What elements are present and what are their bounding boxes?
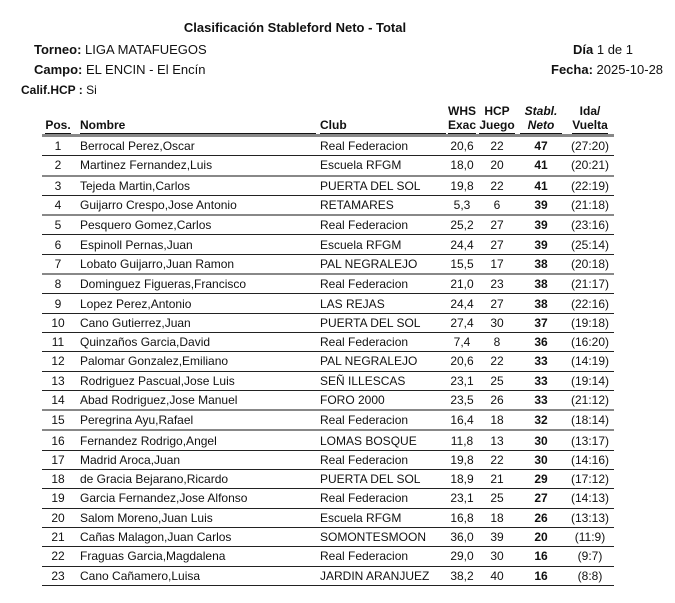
cell-club: Real Federacion — [316, 136, 446, 156]
cell-whs: 25,2 — [446, 215, 478, 235]
table-row — [42, 195, 614, 215]
cell-stabl-neto: 33 — [516, 390, 566, 410]
cell-ida-vuelta: (21:18) — [566, 195, 614, 215]
cell-pos: 6 — [42, 235, 74, 254]
cell-nombre: Abad Rodriguez,Jose Manuel — [74, 390, 316, 410]
table-row — [42, 294, 614, 313]
col-stabl: Stabl. Neto — [516, 104, 566, 136]
cell-whs: 16,8 — [446, 508, 478, 527]
fecha-label: Fecha: — [551, 62, 593, 77]
cell-club: Real Federacion — [316, 450, 446, 469]
cell-pos: 12 — [42, 352, 74, 371]
cell-pos: 15 — [42, 410, 74, 430]
cell-ida-vuelta: (20:21) — [566, 156, 614, 176]
cell-ida-vuelta: (17:12) — [566, 470, 614, 489]
cell-nombre: Quinzaños Garcia,David — [74, 332, 316, 351]
cell-ida-vuelta: (8:8) — [566, 566, 614, 585]
cell-pos: 14 — [42, 390, 74, 410]
cell-club: PUERTA DEL SOL — [316, 176, 446, 196]
cell-stabl-neto: 16 — [516, 566, 566, 585]
col-whs: WHS Exac — [447, 104, 477, 132]
cell-stabl-neto: 41 — [516, 176, 566, 196]
table-row — [42, 390, 614, 410]
cell-pos: 21 — [42, 527, 74, 546]
report-title: Clasificación Stableford Neto - Total — [183, 20, 407, 35]
cell-club: Escuela RFGM — [316, 508, 446, 527]
results-table — [42, 104, 614, 586]
cell-whs: 20,6 — [446, 352, 478, 371]
cell-stabl-neto: 30 — [516, 430, 566, 450]
cell-whs: 24,4 — [446, 294, 478, 313]
cell-whs: 15,5 — [446, 254, 478, 274]
cell-nombre: Rodriguez Pascual,Jose Luis — [74, 371, 316, 390]
cell-whs: 24,4 — [446, 235, 478, 254]
cell-ida-vuelta: (19:18) — [566, 313, 614, 332]
table-row — [42, 527, 614, 546]
table-row — [42, 508, 614, 527]
cell-hcp: 27 — [478, 215, 516, 235]
cell-whs: 23,5 — [446, 390, 478, 410]
table-row — [42, 313, 614, 332]
cell-club: JARDIN ARANJUEZ — [316, 566, 446, 585]
cell-hcp: 18 — [478, 508, 516, 527]
cell-club: PUERTA DEL SOL — [316, 313, 446, 332]
cell-whs: 36,0 — [446, 527, 478, 546]
cell-stabl-neto: 32 — [516, 410, 566, 430]
table-row — [42, 136, 614, 156]
cell-club: Escuela RFGM — [316, 235, 446, 254]
cell-stabl-neto: 27 — [516, 489, 566, 508]
table-row — [42, 215, 614, 235]
cell-whs: 29,0 — [446, 547, 478, 566]
cell-club: Real Federacion — [316, 332, 446, 351]
cell-whs: 20,6 — [446, 136, 478, 156]
cell-club: SEÑ ILLESCAS — [316, 371, 446, 390]
cell-pos: 18 — [42, 470, 74, 489]
cell-whs: 5,3 — [446, 195, 478, 215]
cell-ida-vuelta: (20:18) — [566, 254, 614, 274]
cell-stabl-neto: 36 — [516, 332, 566, 351]
cell-pos: 8 — [42, 274, 74, 294]
cell-nombre: de Gracia Bejarano,Ricardo — [74, 470, 316, 489]
cell-nombre: Cano Gutierrez,Juan — [74, 313, 316, 332]
table-row — [42, 156, 614, 176]
cell-ida-vuelta: (21:17) — [566, 274, 614, 294]
cell-club: Real Federacion — [316, 274, 446, 294]
cell-club: Real Federacion — [316, 547, 446, 566]
cell-club: FORO 2000 — [316, 390, 446, 410]
cell-whs: 23,1 — [446, 371, 478, 390]
cell-pos: 2 — [42, 156, 74, 176]
col-pos: Pos. — [45, 118, 71, 132]
cell-hcp: 22 — [478, 136, 516, 156]
cell-ida-vuelta: (11:9) — [566, 527, 614, 546]
cell-stabl-neto: 38 — [516, 254, 566, 274]
table-row — [42, 371, 614, 390]
cell-pos: 13 — [42, 371, 74, 390]
col-club: Club — [316, 104, 446, 136]
cell-whs: 21,0 — [446, 274, 478, 294]
table-row — [42, 410, 614, 430]
cell-pos: 19 — [42, 489, 74, 508]
table-row — [42, 274, 614, 294]
cell-stabl-neto: 39 — [516, 235, 566, 254]
cell-whs: 18,9 — [446, 470, 478, 489]
torneo-value: LIGA MATAFUEGOS — [85, 42, 207, 57]
cell-whs: 18,0 — [446, 156, 478, 176]
cell-hcp: 23 — [478, 274, 516, 294]
cell-club: PUERTA DEL SOL — [316, 470, 446, 489]
cell-pos: 17 — [42, 450, 74, 469]
col-hcp: HCP Juego — [479, 104, 515, 132]
col-ida-vuelta: Ida/ Vuelta — [572, 104, 608, 132]
cell-pos: 5 — [42, 215, 74, 235]
cell-ida-vuelta: (27:20) — [566, 136, 614, 156]
table-row — [42, 566, 614, 585]
calif-label: Calif.HCP : — [21, 83, 83, 97]
cell-stabl-neto: 26 — [516, 508, 566, 527]
cell-ida-vuelta: (13:13) — [566, 508, 614, 527]
cell-hcp: 6 — [478, 195, 516, 215]
cell-ida-vuelta: (9:7) — [566, 547, 614, 566]
cell-nombre: Guijarro Crespo,Jose Antonio — [74, 195, 316, 215]
table-header-row — [42, 104, 614, 136]
cell-club: SOMONTESMOON — [316, 527, 446, 546]
cell-nombre: Tejeda Martin,Carlos — [74, 176, 316, 196]
cell-hcp: 20 — [478, 156, 516, 176]
fecha-value: 2025-10-28 — [596, 62, 664, 77]
cell-nombre: Fraguas Garcia,Magdalena — [74, 547, 316, 566]
cell-hcp: 22 — [478, 450, 516, 469]
cell-ida-vuelta: (14:13) — [566, 489, 614, 508]
cell-hcp: 27 — [478, 294, 516, 313]
cell-ida-vuelta: (23:16) — [566, 215, 614, 235]
table-row — [42, 430, 614, 450]
cell-pos: 3 — [42, 176, 74, 196]
campo-label: Campo: — [34, 62, 83, 77]
cell-stabl-neto: 38 — [516, 274, 566, 294]
cell-hcp: 21 — [478, 470, 516, 489]
table-row — [42, 450, 614, 469]
cell-ida-vuelta: (14:19) — [566, 352, 614, 371]
cell-hcp: 17 — [478, 254, 516, 274]
cell-club: Real Federacion — [316, 215, 446, 235]
table-row — [42, 254, 614, 274]
table-row — [42, 332, 614, 351]
cell-stabl-neto: 33 — [516, 352, 566, 371]
cell-nombre: Martinez Fernandez,Luis — [74, 156, 316, 176]
cell-whs: 23,1 — [446, 489, 478, 508]
dia-line — [573, 42, 633, 57]
cell-hcp: 22 — [478, 352, 516, 371]
cell-nombre: Peregrina Ayu,Rafael — [74, 410, 316, 430]
calif-value: Si — [86, 83, 97, 97]
cell-nombre: Palomar Gonzalez,Emiliano — [74, 352, 316, 371]
cell-stabl-neto: 37 — [516, 313, 566, 332]
calif-line — [21, 83, 97, 97]
cell-nombre: Berrocal Perez,Oscar — [74, 136, 316, 156]
cell-club: PAL NEGRALEJO — [316, 254, 446, 274]
cell-club: Real Federacion — [316, 410, 446, 430]
cell-pos: 1 — [42, 136, 74, 156]
cell-club: Escuela RFGM — [316, 156, 446, 176]
table-row — [42, 489, 614, 508]
cell-ida-vuelta: (13:17) — [566, 430, 614, 450]
table-row — [42, 176, 614, 196]
cell-hcp: 39 — [478, 527, 516, 546]
dia-label: Día — [573, 42, 594, 57]
cell-stabl-neto: 38 — [516, 294, 566, 313]
table-row — [42, 547, 614, 566]
cell-pos: 20 — [42, 508, 74, 527]
cell-pos: 10 — [42, 313, 74, 332]
campo-value: EL ENCIN - El Encín — [86, 62, 206, 77]
cell-pos: 7 — [42, 254, 74, 274]
cell-club: Real Federacion — [316, 489, 446, 508]
cell-pos: 4 — [42, 195, 74, 215]
torneo-label: Torneo: — [34, 42, 82, 57]
cell-hcp: 26 — [478, 390, 516, 410]
cell-pos: 9 — [42, 294, 74, 313]
cell-ida-vuelta: (19:14) — [566, 371, 614, 390]
cell-club: LAS REJAS — [316, 294, 446, 313]
cell-stabl-neto: 33 — [516, 371, 566, 390]
cell-stabl-neto: 41 — [516, 156, 566, 176]
cell-stabl-neto: 47 — [516, 136, 566, 156]
cell-pos: 16 — [42, 430, 74, 450]
cell-club: LOMAS BOSQUE — [316, 430, 446, 450]
cell-ida-vuelta: (22:16) — [566, 294, 614, 313]
fecha-line — [551, 62, 663, 77]
cell-hcp: 13 — [478, 430, 516, 450]
cell-stabl-neto: 39 — [516, 215, 566, 235]
cell-nombre: Espinoll Pernas,Juan — [74, 235, 316, 254]
cell-stabl-neto: 39 — [516, 195, 566, 215]
cell-whs: 11,8 — [446, 430, 478, 450]
cell-ida-vuelta: (25:14) — [566, 235, 614, 254]
cell-nombre: Salom Moreno,Juan Luis — [74, 508, 316, 527]
table-row — [42, 470, 614, 489]
table-row — [42, 352, 614, 371]
campo-line — [34, 62, 205, 77]
cell-hcp: 30 — [478, 547, 516, 566]
cell-hcp: 30 — [478, 313, 516, 332]
cell-nombre: Garcia Fernandez,Jose Alfonso — [74, 489, 316, 508]
cell-nombre: Cañas Malagon,Juan Carlos — [74, 527, 316, 546]
cell-hcp: 25 — [478, 371, 516, 390]
cell-hcp: 18 — [478, 410, 516, 430]
cell-nombre: Dominguez Figueras,Francisco — [74, 274, 316, 294]
cell-nombre: Pesquero Gomez,Carlos — [74, 215, 316, 235]
cell-club: PAL NEGRALEJO — [316, 352, 446, 371]
cell-nombre: Madrid Aroca,Juan — [74, 450, 316, 469]
cell-hcp: 27 — [478, 235, 516, 254]
cell-pos: 11 — [42, 332, 74, 351]
cell-ida-vuelta: (22:19) — [566, 176, 614, 196]
cell-hcp: 40 — [478, 566, 516, 585]
cell-ida-vuelta: (18:14) — [566, 410, 614, 430]
table-row — [42, 235, 614, 254]
cell-stabl-neto: 20 — [516, 527, 566, 546]
cell-pos: 23 — [42, 566, 74, 585]
cell-hcp: 8 — [478, 332, 516, 351]
col-nombre: Nombre — [74, 104, 316, 136]
cell-whs: 38,2 — [446, 566, 478, 585]
cell-pos: 22 — [42, 547, 74, 566]
torneo-line — [34, 42, 207, 57]
cell-whs: 7,4 — [446, 332, 478, 351]
cell-nombre: Fernandez Rodrigo,Angel — [74, 430, 316, 450]
cell-ida-vuelta: (14:16) — [566, 450, 614, 469]
cell-stabl-neto: 30 — [516, 450, 566, 469]
cell-club: RETAMARES — [316, 195, 446, 215]
cell-nombre: Cano Cañamero,Luisa — [74, 566, 316, 585]
cell-whs: 19,8 — [446, 176, 478, 196]
cell-stabl-neto: 16 — [516, 547, 566, 566]
cell-nombre: Lobato Guijarro,Juan Ramon — [74, 254, 316, 274]
cell-whs: 27,4 — [446, 313, 478, 332]
cell-hcp: 22 — [478, 176, 516, 196]
cell-whs: 16,4 — [446, 410, 478, 430]
dia-value: 1 de 1 — [596, 42, 634, 57]
cell-stabl-neto: 29 — [516, 470, 566, 489]
cell-whs: 19,8 — [446, 450, 478, 469]
cell-ida-vuelta: (16:20) — [566, 332, 614, 351]
cell-ida-vuelta: (21:12) — [566, 390, 614, 410]
cell-hcp: 25 — [478, 489, 516, 508]
cell-nombre: Lopez Perez,Antonio — [74, 294, 316, 313]
